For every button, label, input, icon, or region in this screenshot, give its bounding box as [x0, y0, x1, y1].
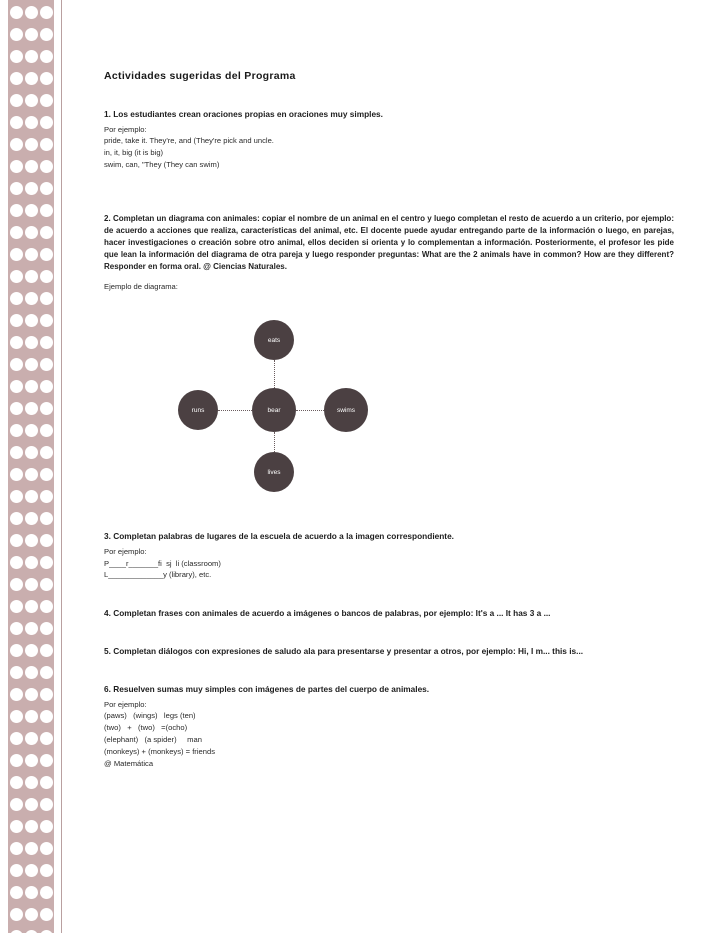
margin-dot	[10, 50, 23, 63]
margin-dot	[40, 446, 53, 459]
margin-dot	[25, 226, 38, 239]
margin-dot	[25, 622, 38, 635]
margin-dot	[40, 248, 53, 261]
margin-dot	[25, 248, 38, 261]
activity-4-number: 4.	[104, 608, 111, 619]
margin-dot	[25, 864, 38, 877]
margin-dot	[10, 842, 23, 855]
margin-dot	[10, 754, 23, 767]
margin-dot	[10, 534, 23, 547]
activity-6-example-line: (elephant) (a spider) man	[104, 735, 202, 744]
activity-6-example-line: (two) + (two) =(ocho)	[104, 723, 188, 733]
margin-dot	[25, 820, 38, 833]
margin-dot	[40, 204, 53, 217]
margin-dot	[10, 28, 23, 41]
margin-dot	[40, 754, 53, 767]
margin-dot	[25, 72, 38, 85]
margin-dot	[40, 160, 53, 173]
margin-dot	[40, 732, 53, 745]
margin-dot	[25, 512, 38, 525]
diagram-connector-right	[296, 410, 324, 411]
margin-dot	[40, 358, 53, 371]
margin-dot	[25, 600, 38, 613]
margin-dot	[10, 732, 23, 745]
activity-3-number: 3.	[104, 531, 111, 542]
margin-dot	[25, 688, 38, 701]
margin-dot	[25, 534, 38, 547]
activity-2-number: 2.	[104, 213, 111, 223]
margin-dot	[10, 600, 23, 613]
page-title: Actividades sugeridas del Programa	[104, 70, 296, 82]
margin-dot	[10, 204, 23, 217]
margin-dot	[40, 380, 53, 393]
margin-dot	[10, 556, 23, 569]
activity-1-number: 1.	[104, 109, 111, 119]
margin-dot	[25, 358, 38, 371]
margin-dot	[25, 116, 38, 129]
margin-dot	[40, 292, 53, 305]
activity-6-text: Resuelven sumas muy simples con imágenes de partes del cuerpo de animales.	[113, 684, 430, 695]
margin-dot	[10, 380, 23, 393]
activity-2-text: Completan un diagrama con animales: copiar el nombre de un animal en el centro y luego completan el resto de acuerdo a un criterio, por ejemplo: de acuerdo a acciones que realiza, características del animal, etc. El docente puede ayudar entregando parte de la información o luego, en parejas, hacer investigaciones o creación sobre otro animal, ellos deciden si orienta y lo complementan a información. Posteriormente, el profesor les pide que lean la información del diagrama de otra pareja y luego responder preguntas: What are the 2 animals have in common? How are they different? Responder en forma oral. @ Ciencias Naturales.	[104, 213, 674, 271]
activity-5-text: Completan diálogos con expresiones de saludo ala para presentarse y presentar a otros, por ejemplo: Hi, I m... this is...	[113, 646, 584, 657]
margin-dot	[40, 402, 53, 415]
margin-dot	[40, 314, 53, 327]
margin-dot	[40, 798, 53, 811]
diagram-connector-bottom	[274, 432, 275, 452]
margin-dot	[25, 314, 38, 327]
margin-dot	[10, 930, 23, 943]
margin-dot	[25, 270, 38, 283]
margin-dot	[25, 402, 38, 415]
margin-dot	[10, 776, 23, 789]
margin-dot	[10, 468, 23, 481]
margin-dot	[10, 644, 23, 657]
margin-dot	[10, 710, 23, 723]
margin-dot	[10, 622, 23, 635]
margin-dot	[10, 578, 23, 591]
margin-dot	[25, 908, 38, 921]
margin-dot	[40, 512, 53, 525]
margin-dot	[40, 842, 53, 855]
margin-dot	[25, 160, 38, 173]
diagram-node-bottom: lives	[254, 452, 294, 492]
diagram-connector-top	[274, 360, 275, 388]
margin-dot	[40, 820, 53, 833]
margin-dot	[10, 908, 23, 921]
margin-dot	[40, 226, 53, 239]
activity-2-caption: Ejemplo de diagrama:	[104, 281, 178, 291]
margin-dot	[25, 446, 38, 459]
margin-dot	[40, 116, 53, 129]
margin-dot	[25, 666, 38, 679]
margin-dot	[10, 138, 23, 151]
activity-item-6	[104, 683, 674, 769]
margin-dot	[25, 556, 38, 569]
margin-dot	[10, 446, 23, 459]
activity-4-heading	[104, 607, 674, 619]
margin-dot	[40, 776, 53, 789]
margin-dot	[40, 622, 53, 635]
activity-1-heading	[104, 108, 674, 120]
margin-dot	[40, 94, 53, 107]
activity-1-example-line: in, it, big (it is big)	[104, 148, 164, 158]
activity-item-1	[104, 108, 674, 171]
activity-3-example-label: Por ejemplo:	[104, 547, 147, 557]
activity-item-3	[104, 530, 674, 581]
margin-dot	[10, 94, 23, 107]
margin-dot	[40, 424, 53, 437]
activity-6-heading	[104, 683, 674, 695]
margin-dot	[40, 138, 53, 151]
diagram-node-top: eats	[254, 320, 294, 360]
margin-dot	[10, 72, 23, 85]
activity-item-5	[104, 645, 674, 657]
margin-dot	[25, 50, 38, 63]
margin-dot	[10, 402, 23, 415]
activity-6-examples	[104, 710, 674, 769]
margin-dot	[10, 820, 23, 833]
margin-dot	[10, 798, 23, 811]
margin-dot	[10, 314, 23, 327]
margin-dot	[10, 270, 23, 283]
margin-dot	[40, 50, 53, 63]
margin-dot	[40, 886, 53, 899]
margin-dot	[40, 908, 53, 921]
margin-dot	[25, 798, 38, 811]
document-content	[104, 70, 674, 785]
activity-1-example-line: swim, can, "They (They can swim)	[104, 159, 220, 169]
diagram-node-center: bear	[252, 388, 296, 432]
margin-dot	[10, 424, 23, 437]
margin-dot	[40, 666, 53, 679]
activity-3-example-line: L_____________y (library), etc.	[104, 570, 212, 580]
margin-dot	[10, 116, 23, 129]
margin-dot	[40, 182, 53, 195]
activity-4-text: Completan frases con animales de acuerdo a imágenes o bancos de palabras, por ejemplo: It's a ... It has 3 a ...	[113, 608, 551, 619]
margin-dot	[25, 468, 38, 481]
activity-3-heading	[104, 530, 674, 542]
activity-item-4	[104, 607, 674, 619]
document-page	[62, 0, 720, 933]
margin-dot	[10, 358, 23, 371]
activity-1-text: Los estudiantes crean oraciones propias en oraciones muy simples.	[113, 109, 383, 119]
margin-dot	[10, 512, 23, 525]
activity-3-text: Completan palabras de lugares de la escuela de acuerdo a la imagen correspondiente.	[113, 531, 454, 542]
margin-dot	[10, 160, 23, 173]
margin-dot	[40, 644, 53, 657]
margin-dot	[10, 182, 23, 195]
margin-dot	[25, 138, 38, 151]
margin-dot	[40, 336, 53, 349]
margin-dot	[25, 424, 38, 437]
margin-dot	[10, 336, 23, 349]
margin-dot	[25, 754, 38, 767]
margin-dot-pattern	[8, 0, 54, 933]
margin-dot	[25, 94, 38, 107]
margin-dot	[40, 28, 53, 41]
activity-6-example-line: (paws) (wings) legs (ten)	[104, 711, 196, 721]
margin-dot	[40, 6, 53, 19]
margin-dot	[25, 490, 38, 503]
activity-1-examples	[104, 135, 674, 170]
margin-dot	[25, 930, 38, 943]
diagram-node-left: runs	[178, 390, 218, 430]
activity-6-number: 6.	[104, 684, 111, 695]
margin-dot	[40, 688, 53, 701]
diagram-connector-left	[218, 410, 252, 411]
margin-dot	[25, 292, 38, 305]
margin-dot	[10, 226, 23, 239]
margin-dot	[40, 468, 53, 481]
margin-dot	[10, 248, 23, 261]
margin-dot	[10, 688, 23, 701]
margin-dot	[25, 6, 38, 19]
margin-dot	[40, 864, 53, 877]
margin-dot	[10, 292, 23, 305]
margin-dot	[25, 578, 38, 591]
activity-3-examples	[104, 558, 674, 582]
margin-dot	[40, 270, 53, 283]
activity-2-heading	[104, 213, 674, 273]
activity-3-example-line: P____r_______fi sj li (classroom)	[104, 558, 221, 568]
activity-5-number: 5.	[104, 646, 111, 657]
margin-dot	[40, 710, 53, 723]
activity-6-example-line: (monkeys) + (monkeys) = friends	[104, 746, 215, 756]
margin-dot	[25, 204, 38, 217]
activity-5-heading	[104, 645, 674, 657]
activity-6-example-label: Por ejemplo:	[104, 700, 147, 710]
diagram-node-right: swims	[324, 388, 368, 432]
margin-dot	[10, 864, 23, 877]
margin-dot	[25, 28, 38, 41]
margin-dot	[40, 556, 53, 569]
margin-dot	[10, 666, 23, 679]
margin-dot	[40, 578, 53, 591]
margin-dot	[25, 710, 38, 723]
margin-dot	[25, 182, 38, 195]
margin-dot	[25, 842, 38, 855]
activity-1-example-line: pride, take it. They're, and (They're pick and uncle.	[104, 136, 274, 146]
margin-dot	[10, 490, 23, 503]
decorative-margin-strip	[0, 0, 62, 933]
activity-1-example-label: Por ejemplo:	[104, 125, 147, 135]
example-diagram	[104, 314, 674, 504]
margin-dot	[25, 776, 38, 789]
margin-dot	[25, 336, 38, 349]
margin-dot	[40, 72, 53, 85]
margin-dot	[25, 644, 38, 657]
margin-dot	[40, 600, 53, 613]
margin-dot	[10, 886, 23, 899]
margin-dot	[25, 732, 38, 745]
margin-dot	[40, 490, 53, 503]
margin-dot	[10, 6, 23, 19]
margin-dot	[25, 886, 38, 899]
activity-item-2	[104, 213, 674, 292]
activity-6-subject-tag: @ Matemática	[104, 758, 154, 768]
margin-dot	[25, 380, 38, 393]
margin-dot	[40, 930, 53, 943]
margin-dot	[40, 534, 53, 547]
